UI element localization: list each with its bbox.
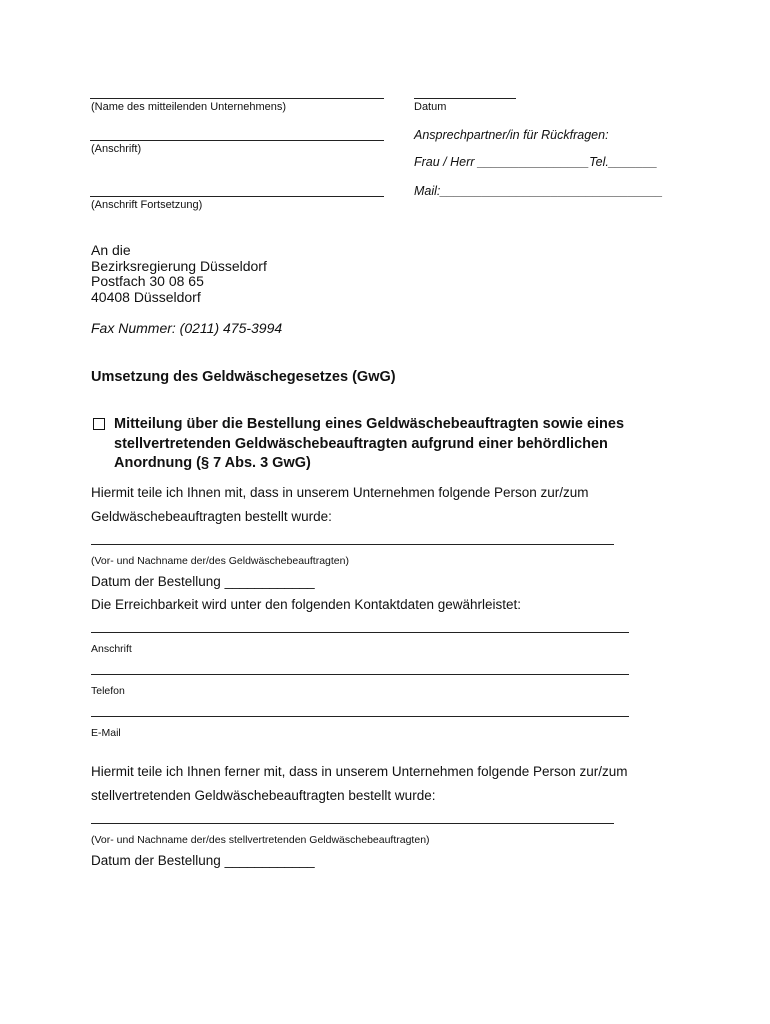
notice-line-2: stellvertretenden Geldwäschebeauftragten aufgrund einer behördlichen: [114, 436, 608, 452]
recipient-line-2: Bezirksregierung Düsseldorf: [91, 258, 267, 274]
address-cont-label: (Anschrift Fortsetzung): [91, 199, 203, 211]
address-label: (Anschrift): [91, 143, 142, 155]
deputy-appointment-date[interactable]: Datum der Bestellung ____________: [91, 853, 315, 868]
recipient-line-1: An die: [91, 242, 131, 258]
mail-line[interactable]: Mail:________________________________: [414, 184, 663, 198]
officer-name-line[interactable]: [91, 544, 614, 545]
officer-address-line[interactable]: [91, 632, 629, 633]
deputy-name-line[interactable]: [91, 823, 614, 824]
notice-checkbox[interactable]: [93, 418, 105, 430]
address-line[interactable]: [90, 140, 384, 141]
section2-intro-1: Hiermit teile ich Ihnen ferner mit, dass in unserem Unternehmen folgende Person zur/zum: [91, 764, 628, 779]
section1-intro-1: Hiermit teile ich Ihnen mit, dass in unserem Unternehmen folgende Person zur/zum: [91, 485, 589, 500]
company-name-label: (Name des mitteilenden Unternehmens): [91, 101, 287, 113]
notice-line-3: Anordnung (§ 7 Abs. 3 GwG): [114, 455, 311, 471]
address-cont-line[interactable]: [90, 196, 384, 197]
officer-phone-label: Telefon: [91, 685, 125, 697]
section2-intro-2: stellvertretenden Geldwäschebeauftragten bestellt wurde:: [91, 788, 436, 803]
deputy-name-label: (Vor- und Nachname der/des stellvertretenden Geldwäschebeauftragten): [91, 834, 430, 846]
officer-phone-line[interactable]: [91, 674, 629, 675]
section1-intro-2: Geldwäschebeauftragten bestellt wurde:: [91, 509, 332, 524]
reachability-text: Die Erreichbarkeit wird unter den folgenden Kontaktdaten gewährleistet:: [91, 597, 522, 612]
officer-appointment-date[interactable]: Datum der Bestellung ____________: [91, 574, 315, 589]
date-label: Datum: [414, 101, 447, 113]
officer-email-label: E-Mail: [91, 727, 121, 739]
officer-address-label: Anschrift: [91, 643, 132, 655]
recipient-line-3: Postfach 30 08 65: [91, 273, 204, 289]
officer-email-line[interactable]: [91, 716, 629, 717]
fax-number: Fax Nummer: (0211) 475-3994: [91, 320, 283, 336]
contact-heading: Ansprechpartner/in für Rückfragen:: [414, 128, 609, 142]
contact-line[interactable]: Frau / Herr ________________Tel._______: [414, 155, 658, 169]
officer-name-label: (Vor- und Nachname der/des Geldwäschebeauftragten): [91, 555, 349, 567]
date-line[interactable]: [414, 98, 516, 99]
page-title: Umsetzung des Geldwäschegesetzes (GwG): [91, 369, 396, 385]
company-name-line[interactable]: [90, 98, 384, 99]
recipient-line-4: 40408 Düsseldorf: [91, 289, 201, 305]
notice-line-1: Mitteilung über die Bestellung eines Geldwäschebeauftragten sowie eines: [114, 416, 625, 432]
